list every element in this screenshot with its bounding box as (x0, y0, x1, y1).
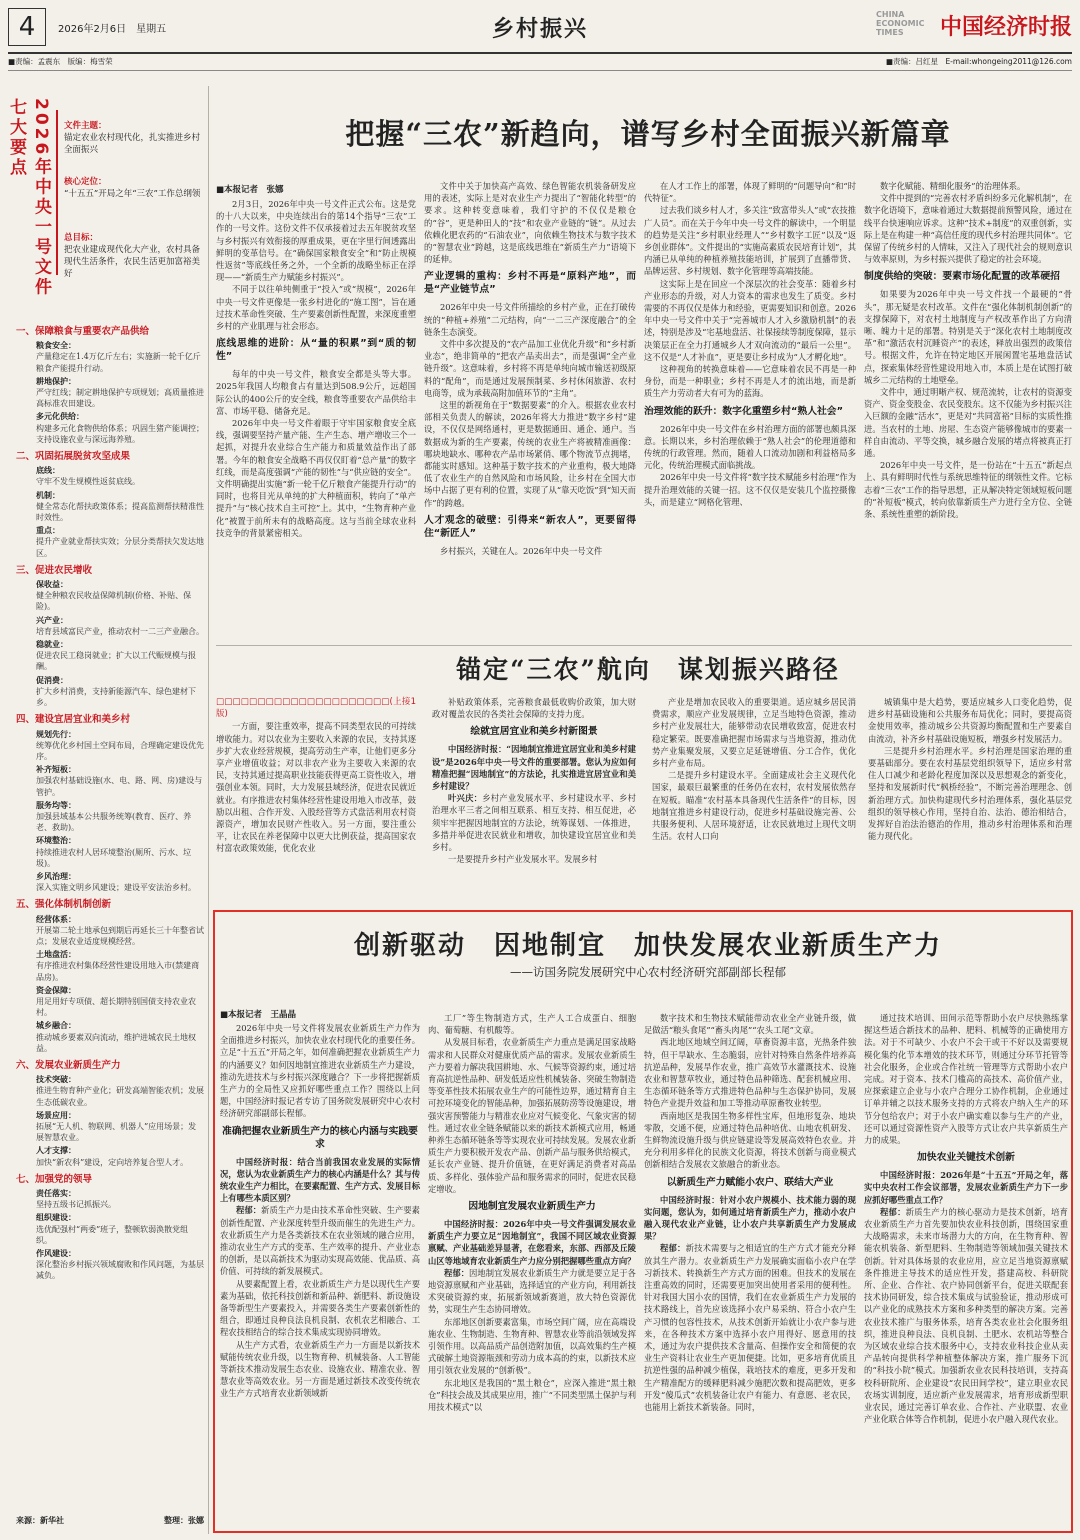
answer-text: 新质生产力是由技术革命性突破、生产要素创新性配置、产业深度转型升级而催生的先进生产力。农业新质生产力是各类新技术在农业领域的融合应用，推动农业生产方式的变革、生产效率的提升、产业业态的创新，是以高新技术为驱动实现高效能、优品质、高价值、可持续的新发展模式。 (220, 1205, 420, 1277)
article1-column-1 (216, 198, 416, 643)
paragraph: 从生产方式看，农业新质生产力一方面是以新技术赋能传统农业升级，以生物育种、机械装备、人工智能等新技术推动发展生态农业、设施农业、精准农业、智慧农业等高效农业。另一方面是通过新技术改变传统农业生产方式培育农业新领域新 (220, 1339, 420, 1399)
article3-headline: 创新驱动 因地制宜 加快发展农业新质生产力 (353, 931, 942, 961)
article3-column-3 (644, 1012, 856, 1527)
arranger-credit: 整理：张娜 (164, 1516, 204, 1525)
summary-text: 锚定农业农村现代化，扎实推进乡村全面振兴 (64, 133, 201, 155)
point-text: 构建多元化食物供给体系；巩固生猪产能调控；支持设施农业与深远海养殖。 (36, 423, 204, 444)
summary-label: 文件主题： (64, 121, 107, 131)
paragraph: 这种视角的转换意味着——它意味着农民不再是一种身份，而是一种职业；乡村不再是人才的流出地，而是新质生产力劳动者大有可为的蓝海。 (644, 364, 856, 399)
point-text: 持续推进农村人居环境整治(厕所、污水、垃圾)。 (36, 847, 192, 868)
section-heading: 三、促进农民增收 (16, 564, 93, 576)
point-text: 推进生物育种产业化；研发高端智能农机；发展生态低碳农业。 (36, 1086, 204, 1107)
point-label: 资金保障： (36, 985, 76, 995)
paragraph: 文件中，通过明晰产权、规范流转，让农村的资源变资产、资金变股金、农民变股东。这不仅能为乡村振兴注入巨额的金融“活水”，更是对“共同富裕”目标的实质性推进。当农村的土地、房屋、生态资产能够像城市的要素一样自由流动、平等交换，城乡融合发展的堵点将被真正打通。 (864, 387, 1072, 459)
answer-text: 乡村产业发展水平、乡村建设水平、乡村治理水平三者之间相互联系、相互支持、相互促进，必须牢牢把握因地制宜的方法论，统筹谋划、一体推进，多措并举促进农民就业和增收，加快建设宜居宜业和美乡村。 (432, 793, 636, 853)
point-text: 健全种粮农民收益保障机制(价格、补贴、保险)。 (36, 591, 192, 612)
section-heading: 五、强化体制机制创新 (16, 899, 112, 911)
editors-left: ■责编：孟震东 版编：梅雪荣 (8, 57, 113, 66)
paragraph: 过去我们谈乡村人才，多关注“致富带头人”或“农技推广人员”。而在关于今年中央一号文件的解读中，一个明显的趋势是关注“乡村职业经理人”“乡村数字工匠”以及“返乡创业群体”。文件提出的“实施高素质农民培育计划”，其内涵已从单纯的种植养殖技能培训，扩展到了直播带货、品牌运营、乡村规划、数字化管理等高端技能。 (644, 205, 856, 277)
paragraph: 这里的新视角在于“数据要素”的介入。根据农业农村部相关负责人的解读，2026年将大力推进“数字乡村”建设，不仅仅是网络通村，更是数据通田、通企、通户。当数据成为新的生产要素，传统的农业生产将被精准画像：哪块地缺水、哪种农产品市场紧俏、哪个物流节点拥堵，都能实时感知。这种基于数字技术的产业重构，极大地降低了农业生产的自然风险和市场风险，让乡村在全国大市场中占据了更有利的位置，实现了从“靠天吃饭”到“知天而作”的跨越。 (424, 400, 636, 508)
point-label: 经营体系： (36, 914, 76, 924)
section-heading: 二、巩固拓展脱贫攻坚成果 (16, 451, 131, 463)
article2-column-1 (216, 696, 416, 902)
point-label: 城乡融合： (36, 1021, 76, 1031)
subheading: 准确把握农业新质生产力的核心内涵与实践要求 (222, 1125, 418, 1150)
paragraph: 不同于以往单纯侧重于“投入”或“规模”，2026年中央一号文件更像是一张乡村进化的“施工图”，旨在通过技术革命性突破、生产要素创新性配置，来深度重塑乡村的产业肌理与社会形态。 (216, 284, 416, 332)
paragraph: 一方面，要注重效率，提高不同类型农民的可持续增收能力。对以农业为主要收入来源的农民，支持其逐步扩大农业经营规模，提高劳动生产率，让他们更多分享产业增值收益；对以非农产业为主要收入来源的农民，支持其通过提高职业技能获得更高工资性收入，增强创业本领。同时，大力发展县域经济，促进农民就近就业。有序推进农村集体经营性建设用地入市改革，鼓励以出租、合作开发、入股经营等方式盘活利用农村资源资产，增加农民财产性收入。另一方面，要注重公平，让农民在养老保障中以更大比例获益，提高国家农村富农政策效能，优化农业 (216, 721, 416, 854)
point-label: 技术突破： (36, 1075, 76, 1085)
sidebar-points (16, 320, 204, 1284)
paragraph: 这实际上是在回应一个深层次的社会变革：随着乡村产业形态的升级，对人力资本的需求也发生了质变。乡村需要的不再仅仅是体力和经验，更需要知识和创意。2026年中央一号文件中关于“完善城市人才入乡激励机制”的表述，特别是涉及“宅基地盘活、社保接续等制度保障，显示决策层正在全力打通城乡人才双向流动的“最后一公里”。这不仅是“人才补血”，更是要让乡村成为“人才孵化地”。 (644, 278, 856, 362)
paragraph: 文件中关于加快高产高效、绿色智能农机装备研发应用的表述，实际上是对农业生产力提出了“智能化转型”的要求。这种转变意味着，我们守护的不仅仅是粮仓的“谷”，更是种田人的“技”和农业产业链的“链”。从过去依赖化肥农药的“石油农业”，向依赖生物技术与数字技术的“智慧农业”跨越，这是底线思维在“新质生产力”语境下的延伸。 (424, 181, 636, 265)
point-text: 深入实施文明乡风建设；建设平安法治乡村。 (36, 883, 196, 893)
point-text: 统筹优化乡村国土空间布局，合理确定建设优先序。 (36, 740, 204, 761)
paragraph: 2026年中央一号文件，是一份站在“十五五”新起点上、具有鲜明时代性与系统思维特征的纲领性文件。它标志着“三农”工作的指导思想，正从解决特定领域短板问题的“补短板”模式，转向依靠新质生产力进行全方位、全链条、系统性重塑的新阶段。 (864, 460, 1072, 520)
question-text: 针对小农户规模小、技术能力弱的现实问题，您认为，如何通过培育新质生产力，推动小农户融入现代农业产业链，让小农户共享新质生产力发展成果？ (644, 1194, 856, 1242)
point-text: 严守红线；制定耕地保护专项规划；高质量推进高标准农田建设。 (36, 388, 204, 409)
subheading: 底线思维的进阶：从“量的积累”到“质的韧性” (216, 338, 416, 363)
paragraph: 乡村振兴，关键在人。2026年中央一号文件 (440, 545, 603, 556)
paragraph: 文件中多次提及的“农产品加工业优化升级”和“乡村新业态”，绝非简单的“把农产品卖出去”，而是强调“全产业链升级”。这意味着，乡村将不再是单纯向城市输送初级原料的“配角”，而是通过发展预制菜、乡村休闲旅游、农村电商等，成为承载高附加值环节的“主角”。 (424, 339, 636, 398)
paragraph: 三是提升乡村治理水平。乡村治理是国家治理的重要基础部分。要在农村基层党组织领导下，适应乡村常住人口减少和老龄化程度加深以及思想观念的新变化，坚持和发展新时代“枫桥经验”，不断完善治理理念、创新治理方式。加快构建现代乡村治理体系，强化基层党组织的领导核心作用，坚持自治、法治、德治相结合，发挥好自治法治德治的作用，推动乡村治理体系和治理能力现代化。 (868, 745, 1072, 842)
continued-marker: □□□□□□□□□□□□□□□□□□□□□(上接1版) (216, 697, 416, 720)
section-heading: 四、建设宜居宜业和美乡村 (16, 714, 131, 726)
article3-byline: ■本报记者 王晶晶 (220, 1010, 297, 1020)
subheading: 绘就宜居宜业和美乡村新图景 (470, 726, 598, 738)
point-label: 组织建设： (36, 1213, 76, 1223)
point-text: 加快“新农科”建设，定向培养复合型人才。 (36, 1157, 189, 1167)
sidebar-vertical-title: 2026年中央一号文件七大要点 (6, 98, 51, 298)
brand-english: CHINA ECONOMIC TIMES (876, 10, 925, 37)
source-credit: 来源：新华社 (16, 1516, 64, 1525)
answer-label: 程郁： (236, 1205, 262, 1216)
paragraph: 补贴政策体系，完善粮食最低收购价政策，加大财政对覆盖农民的各类社会保障的支持力度。 (432, 697, 636, 720)
paragraph: 产业是增加农民收入的重要渠道。适应城乡居民消费需求，顺应产业发展规律，立足当地特色资源，推动乡村产业发展壮大，能够带动农民增收致富，促进农村稳定繁荣。既要准确把握市场需求与当地资源，推动优势产业集聚发展，又要立足延链增值、分工合作，优化乡村产业布局。 (652, 697, 856, 769)
paragraph: 工厂”等生物制造方式，生产人工合成蛋白、细胞肉、葡萄糖、有机酸等。 (428, 1013, 636, 1036)
point-label: 环境整治： (36, 836, 76, 846)
question-text: 2026年中央一号文件强调发展农业新质生产力要立足“因地制宜”，我国不同区域农业资源禀赋、产业基础差异显著，在您看来，东部、西部及丘陵山区等地域育农业新质生产力应分别把握哪些重点方向？ (428, 1219, 636, 1266)
paragraph: 2026年中央一号文件在乡村治理方面的部署也颇具深意。长期以来，乡村治理依赖于“熟人社会”的伦理道德和传统的行政管理。然而，随着人口流动加剧和利益格局多元化，传统治理模式面临挑战。 (644, 423, 856, 471)
answer-label: 程郁： (444, 1267, 470, 1278)
answer-label: 叶兴庆： (448, 793, 483, 804)
section-heading: 七、加强党的领导 (16, 1173, 93, 1185)
article-divider (216, 645, 1072, 646)
section-title: 乡村振兴 (491, 16, 588, 42)
subheading: 制度供给的突破：要素市场化配置的改革硬招 (864, 271, 1060, 283)
answer-text: 新质生产力的核心驱动力是技术创新，培育农业新质生产力首先要加快农业科技创新，围绕国家重大战略需求，未来市场潜力大的方向，在生物育种、智能农机装备、新型肥料、生物制造等领域加强关键技术创新。针对具体场景的农业应用，应立足当地资源禀赋条件推进主导技术的适应性开发，搭建高校、科研院所、企业、合作社、农户协同创新平台，促进关联配套技术协同研发，综合技术集成与试验验证，推动形成可以产业化的成熟技术方案和多种类型的解决方案。完善农业技术推广与服务体系，培育各类农业社会化服务组织，推进良种良法、良机良制、土肥水、农机站等整合为区域农业综合技术服务中心，支持农业科技企业从卖产品转向提供科学种植整体解决方案，推广服务下沉的“科技小院”模式。加强新农业农民科技培训，支持高校科研院所、企业建设“农民田间学校”，建立职业农民农场实训制度，适应新产业发展需求，培育形成新型职业农民，通过完善订单农业、合作社、产业联盟、农业产业化联合体等合作机制，促进小农户融入现代农业。 (864, 1206, 1068, 1425)
question-label: 中国经济时报： (444, 1219, 504, 1230)
editors-right: ■责编：吕红星 E-mail:whongeing2011@126.com (885, 57, 1072, 66)
point-label: 促消费： (36, 675, 68, 685)
article1-column-3 (644, 180, 856, 643)
section-heading: 一、保障粮食与重要农产品供给 (16, 326, 150, 337)
point-text: 培育县域富民产业，推动农村一二三产业融合。 (36, 626, 204, 636)
newspaper-logo: 中国经济时报 (940, 14, 1073, 40)
summary-text: 把农业建成现代化大产业，农村具备现代生活条件，农民生活更加富裕美好 (64, 245, 201, 279)
point-label: 保收益： (36, 580, 68, 590)
sidebar-footer (16, 1515, 204, 1526)
point-label: 多元化供给： (36, 412, 84, 422)
summary-text: “十五五”开局之年“三农”工作总纲领 (64, 189, 201, 199)
point-text: 拓展“无人机、物联网、机器人”应用场景；发展智慧农业。 (36, 1122, 197, 1143)
summary-label: 核心定位： (64, 177, 107, 187)
point-text: 推动城乡要素双向流动，维护进城农民土地权益。 (36, 1032, 196, 1053)
point-label: 耕地保护： (36, 376, 76, 386)
paragraph: 如果要为2026年中央一号文件找一个最硬的“骨头”，那无疑是农村改革。文件在“强化体制机制创新”的支撑保障下，对农村土地制度与产权改革作出了方向清晰、魄力十足的部署。特别是关于“深化农村土地制度改革”和“激活农村沉睡资产”的表述，释放出强烈的政策信号。根据文件，允许在特定地区开展闲置宅基地盘活试点，探索集体经营性建设用地入市，本质上是在试图打破城乡二元结构的土地壁垒。 (864, 289, 1072, 385)
point-label: 服务均等： (36, 800, 76, 810)
sub-rule (8, 70, 1072, 71)
page-number: 4 (8, 8, 46, 46)
summary-theme (64, 120, 204, 156)
question-text: 结合当前我国农业发展的实际情况，您认为农业新质生产力的核心内涵是什么？其与传统农业生产力相比，在要素配置、生产方式、发展目标上有哪些本质区别？ (220, 1156, 420, 1204)
paragraph: 每年的中央一号文件，粮食安全都是头等大事。2025年我国人均粮食占有量达到508.9公斤，远超国际公认的400公斤的安全线，粮食等重要农产品供给丰富、市场平稳、储备充足。 (216, 369, 416, 416)
point-text: 有序推进农村集体经营性建设用地入市(禁建商品房)。 (36, 961, 200, 982)
point-text: 用足用好专项债、超长期特别国债支持农业农村。 (36, 996, 196, 1018)
answer-label: 程郁： (880, 1206, 906, 1217)
article3-column-4 (864, 1012, 1068, 1527)
paragraph: 文件中提到的“完善农村矛盾纠纷多元化解机制”，在数字化语境下，意味着通过大数据提前预警风险，通过在线平台快速响应诉求。这种“技术+制度”的双重创新，实际上是在构建一种“高信任度的现代乡村治理共同体”。它保留了传统乡村的人情味，又注入了现代社会的规则意识与效率原则，为乡村振兴提供了稳定的社会环境。 (864, 193, 1072, 265)
point-text: 加强县域基本公共服务统筹(教育、医疗、养老、救助)。 (36, 811, 192, 833)
paragraph: 东北地区是我国的“黑土粮仓”，应深入推进“黑土粮仓”科技会战及其成果应用，推广“不同类型黑土保护与利用技术模式”以 (428, 1377, 636, 1413)
point-label: 规划先行： (36, 729, 76, 739)
article1-column-2 (424, 180, 636, 643)
section-heading: 六、发展农业新质生产力 (16, 1059, 121, 1071)
paragraph: 一是要提升乡村产业发展水平。发展乡村 (448, 854, 598, 865)
question-label: 中国经济时报： (660, 1194, 720, 1205)
subheading: 治理效能的跃升：数字化重塑乡村“熟人社会” (644, 405, 844, 417)
paragraph: 从要素配置上看，农业新质生产力是以现代生产要素为基础，依托科技创新和新品种、新肥料、新设施设备等新型生产要素投入，并需要各类生产要素创新性的组合，即通过良种良法良机良制、农机农艺相融合、工程农技相结合的综合技术集成实现协同增效。 (220, 1278, 420, 1338)
point-label: 稳就业： (36, 640, 68, 650)
article1-headline: 把握“三农”新趋向，谱写乡村全面振兴新篇章 (345, 117, 951, 151)
point-label: 作风建设： (36, 1249, 76, 1259)
paragraph: 数字技术和生物技术赋能带动农业全产业链升级，做足做活“粮头食尾”“畜头肉尾”“农头工尾”文章。 (644, 1013, 856, 1036)
article3-column-1 (220, 1022, 420, 1527)
point-label: 人才支撑： (36, 1146, 76, 1156)
point-label: 乡风治理： (36, 871, 76, 881)
point-label: 粮食安全： (36, 341, 76, 351)
point-text: 深化整治乡村振兴领域腐败和作风问题，为基层减负。 (36, 1260, 204, 1281)
point-text: 健全常态化帮扶政策体系；提高监测帮扶精准性时效性。 (36, 501, 204, 523)
editor-line (8, 56, 1072, 68)
question-label: 中国经济时报： (236, 1156, 298, 1167)
point-label: 责任落实： (36, 1189, 76, 1199)
summary-positioning (64, 176, 204, 200)
subheading: 以新质生产力赋能小农户、联结大产业 (666, 1176, 834, 1188)
question-label: 中国经济时报： (880, 1170, 941, 1181)
answer-text: 新技术需要与之相适宜的生产方式才能充分释放其生产潜力。农业新质生产力发展确实面临小农户在学习新技术、转换新生产方式方面的困难。但技术的发展在注重高效的同时，还需要更加突出使用者采用的便利性。针对我国大国小农的国情，我们在农业新质生产力发展的技术路线上，首先应该选择小农户易采纳、符合小农户生产习惯的包容性技术，从技术创新开始就让小农户参与进来，在各种技术方案中选择小农户用得好、愿意用的技术，通过为农户提供技术含量高、但操作安全和简便的农业生产资料让农业生产更加便捷。比如，更多培育优质且抗逆性强的品种减少植保，栽培技术的难度，更多开发和生产精准配方的缓释肥料减少施肥次数和提高肥效，更多开发“傻瓜式”农机装备让农户有能力、有意愿、老农民，也能用上新技术新装备。同时， (644, 1243, 856, 1413)
point-label: 重点： (36, 526, 60, 536)
article1-column-4 (864, 180, 1072, 643)
column-separator (208, 86, 209, 1534)
issue-date: 2026年2月6日 星期五 (58, 24, 167, 35)
article2-column-2 (432, 696, 636, 902)
point-text: 坚持五级书记抓振兴。 (36, 1200, 116, 1210)
paragraph: 在人才工作上的部署，体现了鲜明的“问题导向”和“时代特征”。 (644, 181, 856, 204)
paragraph: 2026年中央一号文件着眼于守牢国家粮食安全底线，强调要坚持产量产能、生产生态、增产增收三个一起抓，对提升农业综合生产能力和质量效益作出了部署。今年的粮食安全战略不再仅仅盯着“总产量”的数字红线，而是高度强调“产能的韧性”与“供应链的安全”。文件明确提出实施“新一轮千亿斤粮食产能提升行动”的同时，也将目光从单纯的扩大种植面积，转向了“单产提升”与“核心技术自主可控”上。其中，“生物育种产业化”被置于前所未有的战略高度。这与当前全球农业科技竞争的背景紧密相关。 (216, 418, 416, 538)
paragraph: 二是提升乡村建设水平。全面建成社会主义现代化国家，最艰巨最繁重的任务仍在农村，农村发展依然存在短板。瞄准“农村基本具备现代生活条件”的目标，因地制宜推进乡村建设行动，促进乡村基础设施完善、公共服务便利、人居环境舒适，让农民就地过上现代文明生活。农村人口向 (652, 770, 856, 842)
article2-headline: 锚定“三农”航向 谋划振兴路径 (456, 655, 840, 684)
point-label: 土地盘活： (36, 950, 76, 960)
article2-column-3 (652, 696, 856, 902)
paragraph: 西南地区是我国生物多样性宝库，但地形复杂、地块零散，交通不便，应通过特色品种培优、山地农机研发、生鲜物流设施升级与供应链建设等发展高效特色农业。并充分利用多样化的民族文化资源，将技术创新与商业模式创新相结合发展农文旅融合的新业态。 (644, 1110, 856, 1170)
article3-subheadline: ——访国务院发展研究中心农村经济研究部副部长程郁 (510, 965, 786, 979)
subheading: 加快农业关键技术创新 (917, 1152, 1015, 1164)
question-text: “因地制宜推进宜居宜业和美乡村建设”是2026年中央一号文件的重要部署。您认为应如何精准把握“因地制宜”的方法论，扎实推进宜居宜业和美乡村建设？ (432, 744, 636, 792)
top-rule (8, 52, 1072, 54)
summary-goal (64, 232, 204, 280)
paragraph: 从发展目标看，农业新质生产力重点是满足国家战略需求和人民群众对健康优质产品的需求。发展农业新质生产力要着力解决我国耕地、水、气候等资源约束，通过培育高抗逆性品种、研发低适应性机械装备、突破生物制造等变革性技术拓展农业生产的可能性边界，通过精育自主可控环境变化的智能品种，加强拓展防涝等设施建设，增强灾害预警能力与精准农业应对气候变化、气象灾害的韧性。通过农业全链条赋能以来的新技术新模式应用，畅通种养生态循环链条等等实现农业可持续发展。发展农业新质生产力要积极开发农产品、创新产品与服务供给模式，延长农产业链、提升价值链，在更好满足消费者对高品质、多样化、强体验产品和服务需求的同时，促进农民稳定增收。 (428, 1037, 636, 1194)
paragraph: 通过技术培训、田间示范等帮助小农户尽快熟练掌握这些适合新技术的品种、肥料、机械等的正确使用方法。对于不可缺少、小农户不会干或干不好以及需要规模化集约化节本增效的技术环节，则通过分环节托管等社会化服务，企业或合作社统一管理等方式帮助小农户完成。对于资本、技术门槛高的高技术、高价值产业，应探索建立企业与小农户合理分工协作机制，企业通过订单并辅之以技术服务支持的方式将农户纳入生产的环节分包给农户；对于小农户确实难以参与生产的产业，还可以通过资源性资产入股等方式让农户共享新质生产力的成果。 (864, 1013, 1068, 1146)
paragraph: 城镇集中是大趋势，要适应城乡人口变化趋势，促进乡村基础设施和公共服务布局优化；同时，要提高资金使用效率，推动城乡公共资源均衡配置和生产要素自由流动，补齐乡村基础设施短板，增强乡村发展活力。 (868, 697, 1072, 744)
point-text: 开展第二轮土地承包到期后再延长三十年整省试点；发展农业适度规模经营。 (36, 925, 204, 946)
summary-accent-bar (56, 110, 58, 275)
point-label: 兴产业： (36, 615, 68, 625)
subheading: 产业逻辑的重构：乡村不再是“原料产地”，而是“产业链节点” (424, 271, 636, 296)
point-text: 产量稳定在1.4万亿斤左右；实施新一轮千亿斤粮食产能提升行动。 (36, 352, 201, 373)
point-text: 守牢不发生规模性返贫底线。 (36, 477, 140, 487)
point-label: 补齐短板： (36, 765, 76, 775)
point-text: 扩大乡村消费，支持新能源汽车、绿色建材下乡。 (36, 686, 196, 708)
paragraph: 2月3日，2026年中央一号文件正式公布。这是党的十八大以来，中央连续出台的第14个指导“三农”工作的一号文件。这份文件不仅承接着过去五年脱贫攻坚与乡村振兴有效衔接的厚重成果，更在字里行间透露出鲜明的变革信号。在“确保国家粮食安全”和“防止规模性返贫”等底线任务之外，一个全新的战略坐标正在浮现——“新质生产力赋能乡村振兴”。 (216, 199, 416, 283)
paragraph: 2026年中央一号文件将发展农业新质生产力作为全面推进乡村振兴，加快农业农村现代化的重要任务。立足“十五五”开局之年，如何准确把握农业新质生产力的内涵要义？如何因地制宜推进农业新质生产力建设，推动先进技术与乡村振兴深度融合？下一步将把握新质生产力的全局性又应抓好哪些重点工作？围绕以上问题，中国经济时报记者专访了国务院发展研究中心农村经济研究部副部长程郁。 (220, 1023, 420, 1119)
paragraph: 西北地区地域空间辽阔，草畜资源丰富，光热条件独特，但干旱缺水、生态脆弱，应针对特殊自然条件培养高抗逆品种，发展旱作农业，推广高效节水灌溉技术、设施农业和智慧草牧业，通过特色品种筛选、配套机械应用、生态循环链条等方式推进特色品种与生态保护协同，发展特色产业提升效益和加工等推动草原畜牧业转型。 (644, 1037, 856, 1109)
answer-label: 程郁： (660, 1243, 686, 1254)
paragraph: 数字化赋能、精细化服务”的治理体系。 (880, 181, 1026, 191)
subheading: 人才观念的破壁：引得来“新农人”，更要留得住“新匠人” (424, 514, 636, 539)
point-label: 机制： (36, 490, 60, 500)
paragraph: 2026年中央一号文件所描绘的乡村产业，正在打破传统的“种植+养殖”二元结构，向“一二三产深度融合”的全链条生态演变。 (424, 302, 636, 337)
point-label: 场景应用： (36, 1110, 76, 1120)
answer-text: 因地制宜发展农业新质生产力就是要立足于各地资源禀赋和产业基础，选择适宜的产业方向，利用新技术突破资源约束，拓展新领域新赛道，放大特色资源优势，实现生产生态协同增效。 (428, 1267, 636, 1315)
article2-column-4 (868, 696, 1072, 902)
question-text: 2026年是“十五五”开局之年，落实中央农村工作会议部署，发展农业新质生产力下一步应抓好哪些重点工作？ (864, 1170, 1068, 1205)
paragraph: 东部地区创新要素富集，市场空间广阔，应在高端设施农业、生物制造、生物育种、智慧农业等前沿领域发挥引领作用。以高品质产品创造附加值，以高效集约生产模式破解土地资源瓶颈和劳动力成本高的约束，以新技术应用引领农业发展的“创新极”。 (428, 1316, 636, 1376)
point-text: 选优配强村“两委”班子，整顿软弱涣散党组织。 (36, 1224, 189, 1245)
point-label: 底线： (36, 466, 60, 476)
point-text: 提升产业就业帮扶实效；分层分类帮扶欠发达地区。 (36, 537, 204, 558)
subheading: 因地制宜发展农业新质生产力 (468, 1201, 596, 1213)
summary-label: 总目标： (64, 233, 99, 243)
point-text: 加强农村基础设施(水、电、路、网、房)建设与管护。 (36, 776, 203, 797)
point-text: 促进农民工稳岗就业；扩大以工代赈规模与报酬。 (36, 651, 196, 672)
masthead (0, 0, 1080, 52)
paragraph: 2026年中央一号文件将“数字技术赋能乡村治理”作为提升治理效能的关键一招。这不仅仅是安装几个监控摄像头，而是建立“网格化管理、 (644, 472, 856, 507)
question-label: 中国经济时报： (448, 744, 507, 755)
article3-column-2 (428, 1012, 636, 1527)
article1-byline: ■本报记者 张娜 (216, 185, 284, 195)
